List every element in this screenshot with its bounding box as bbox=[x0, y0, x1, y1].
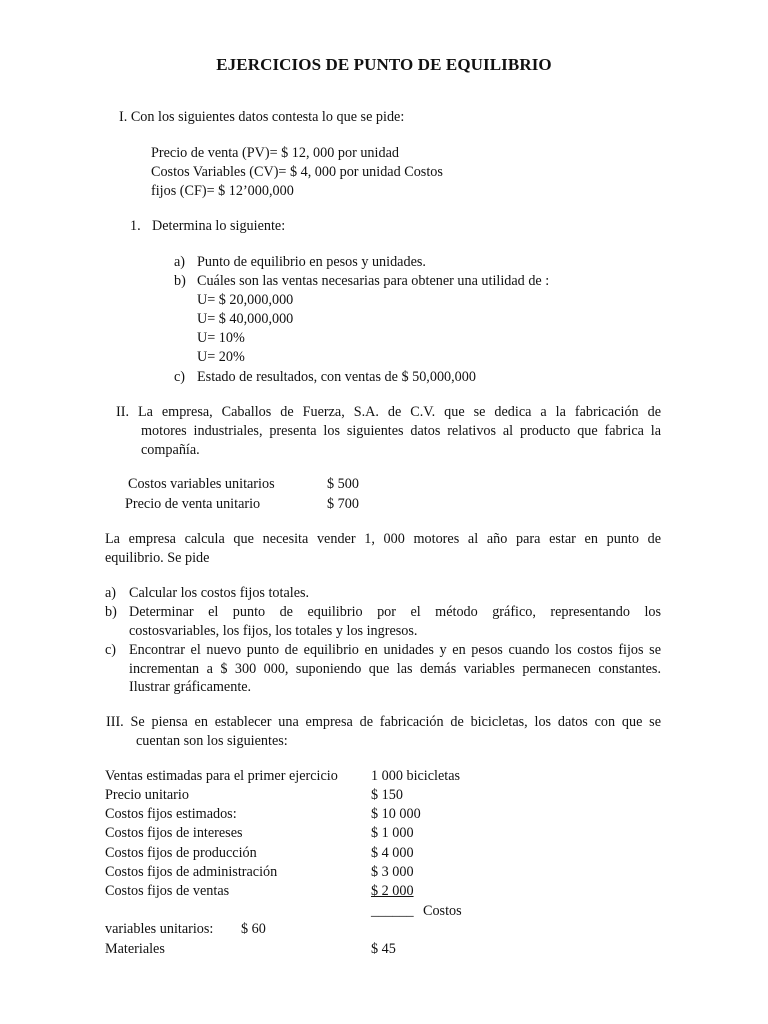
section2-paragraph: La empresa calcula que necesita vender 1, 000 motores al año para estar en punto de bbox=[105, 531, 661, 547]
materiales-value: $ 45 bbox=[371, 941, 396, 957]
list-marker: a) bbox=[174, 254, 186, 270]
table-value: $ 2 000 bbox=[371, 883, 414, 899]
section1-data-line: fijos (CF)= $ 12’000,000 bbox=[151, 183, 294, 199]
table-value: $ 500 bbox=[327, 476, 359, 492]
list-item: Encontrar el nuevo punto de equilibrio en unidades y en pesos cuando los costos fijos se bbox=[129, 642, 661, 658]
costos-word: Costos bbox=[423, 903, 462, 919]
section2-paragraph-line: compañía. bbox=[141, 442, 200, 458]
blank-line: ______ bbox=[371, 903, 414, 919]
table-value: 1 000 bicicletas bbox=[371, 768, 461, 784]
utility-line: U= 20% bbox=[197, 349, 245, 365]
list-item: Cuáles son las ventas necesarias para obtener una utilidad de : bbox=[197, 273, 550, 289]
materiales-label: Materiales bbox=[105, 941, 165, 957]
list-item: Calcular los costos fijos totales. bbox=[129, 585, 310, 601]
section2-paragraph-line: motores industriales, presenta los siguientes datos relativos al producto que fabrica la bbox=[141, 423, 661, 439]
table-label: Costos fijos de administración bbox=[105, 864, 278, 880]
page-title: EJERCICIOS DE PUNTO DE EQUILIBRIO bbox=[216, 55, 552, 74]
table-value: $ 150 bbox=[371, 787, 403, 803]
table-value: $ 1 000 bbox=[371, 825, 414, 841]
utility-line: U= $ 40,000,000 bbox=[197, 311, 294, 327]
table-label: Precio de venta unitario bbox=[125, 496, 261, 512]
list-item: Determinar el punto de equilibrio por el método gráfico, representando los bbox=[129, 604, 661, 620]
section1-heading: I. Con los siguientes datos contesta lo que se pide: bbox=[119, 109, 405, 125]
table-label: Precio unitario bbox=[105, 787, 189, 803]
table-label: Costos fijos estimados: bbox=[105, 806, 237, 822]
question-number: 1. bbox=[130, 218, 141, 234]
list-item: Punto de equilibrio en pesos y unidades. bbox=[197, 254, 426, 270]
list-item: costosvariables, los fijos, los totales y los ingresos. bbox=[129, 623, 418, 639]
list-marker: a) bbox=[105, 585, 117, 601]
section3-paragraph-line: cuentan son los siguientes: bbox=[136, 733, 288, 749]
table-label: Costos variables unitarios bbox=[128, 476, 275, 492]
section2-paragraph: equilibrio. Se pide bbox=[105, 550, 210, 566]
utility-line: U= $ 20,000,000 bbox=[197, 292, 294, 308]
table-value: $ 700 bbox=[327, 496, 359, 512]
table-value: $ 3 000 bbox=[371, 864, 414, 880]
section3-paragraph-line: III. Se piensa en establecer una empresa de fabricación de bicicletas, los datos con que se bbox=[106, 714, 661, 730]
list-marker: c) bbox=[174, 369, 186, 385]
table-value: $ 4 000 bbox=[371, 845, 414, 861]
utility-line: U= 10% bbox=[197, 330, 245, 346]
section2-paragraph-line: II. La empresa, Caballos de Fuerza, S.A. de C.V. que se dedica a la fabricación de bbox=[116, 404, 661, 420]
variables-value: $ 60 bbox=[241, 921, 266, 937]
list-item: Estado de resultados, con ventas de $ 50,000,000 bbox=[197, 369, 476, 385]
table-label: Costos fijos de ventas bbox=[105, 883, 230, 899]
list-marker: b) bbox=[105, 604, 117, 620]
section1-data-line: Costos Variables (CV)= $ 4, 000 por unidad Costos bbox=[151, 164, 443, 180]
variables-label: variables unitarios: bbox=[105, 921, 214, 937]
table-label: Costos fijos de intereses bbox=[105, 825, 243, 841]
table-label: Costos fijos de producción bbox=[105, 845, 257, 861]
list-marker: b) bbox=[174, 273, 186, 289]
question-text: Determina lo siguiente: bbox=[152, 218, 286, 234]
section1-data-line: Precio de venta (PV)= $ 12, 000 por unidad bbox=[151, 145, 399, 161]
list-marker: c) bbox=[105, 642, 117, 658]
table-label: Ventas estimadas para el primer ejercicio bbox=[105, 768, 338, 784]
list-item: incrementan a $ 300 000, suponiendo que las demás variables permanecen constantes. bbox=[129, 661, 661, 677]
table-value: $ 10 000 bbox=[371, 806, 421, 822]
list-item: Ilustrar gráficamente. bbox=[129, 679, 252, 695]
